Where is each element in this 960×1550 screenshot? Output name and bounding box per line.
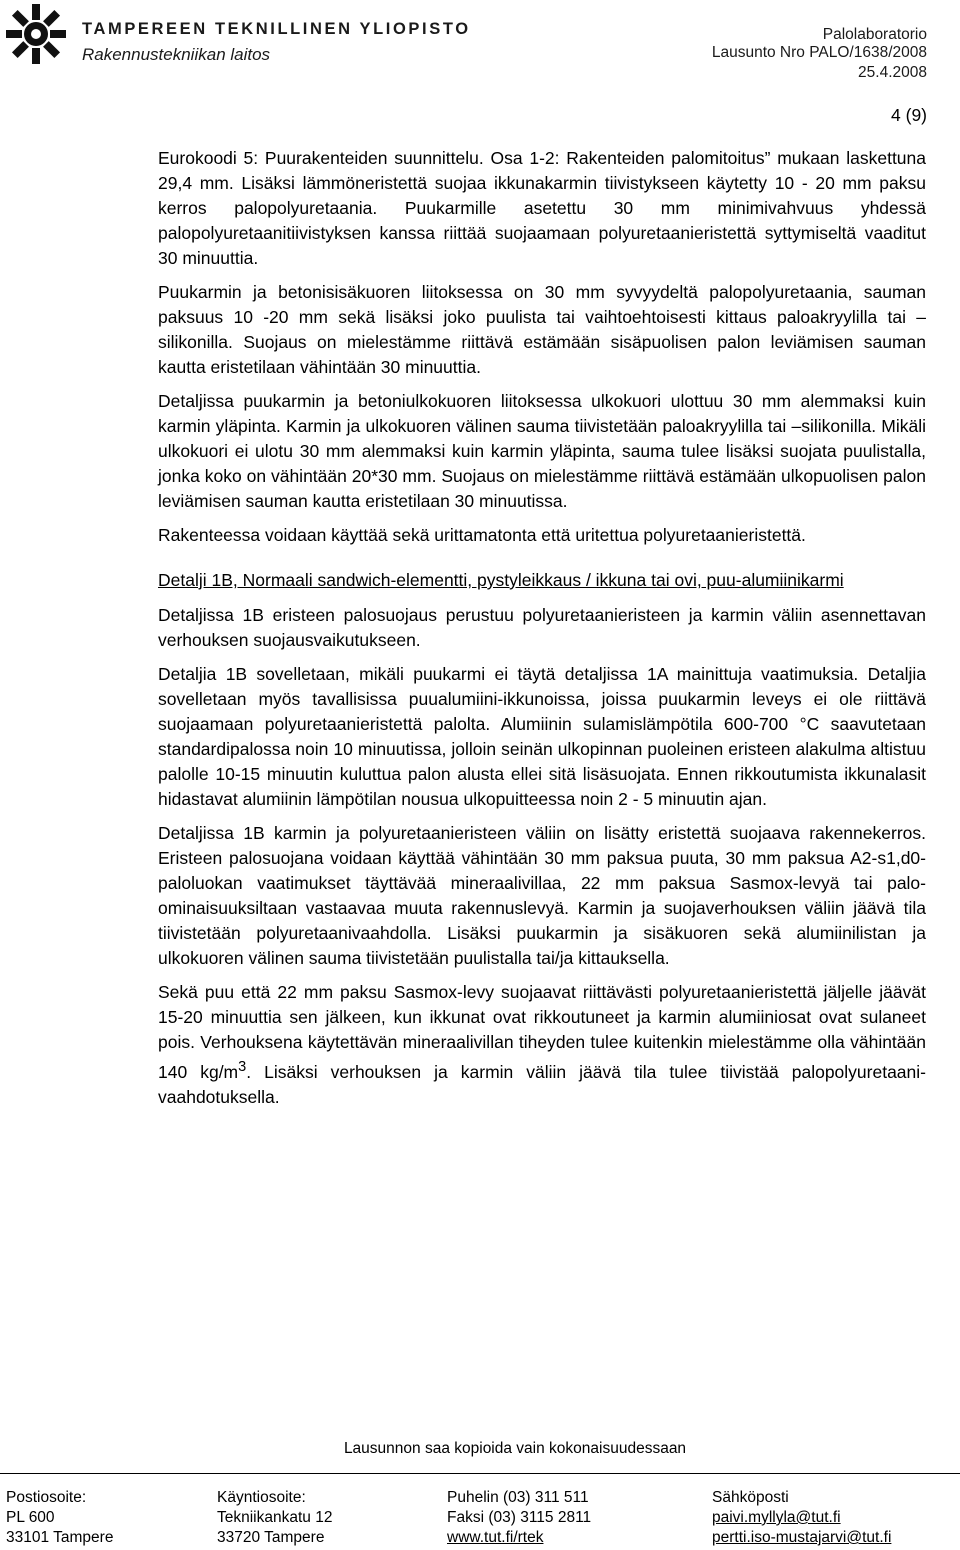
laboratory-name: Palolaboratorio bbox=[822, 26, 927, 43]
email-link[interactable]: pertti.iso-mustajarvi@tut.fi bbox=[712, 1529, 892, 1546]
paragraph: Detaljissa 1B eristeen palosuojaus perustuu polyuretaanieristeen ja karmin väliin asennettavan verhouksen suojausvaikutukseen. bbox=[158, 605, 926, 650]
paragraph: Rakenteessa voidaan käyttää sekä urittamatonta että uritettua polyuretaanieristettä. bbox=[158, 525, 806, 545]
footer-value: Puhelin (03) 311 511 bbox=[447, 1489, 589, 1506]
paragraph-text: . Lisäksi verhouksen ja karmin väliin jäävä tila tulee tiivistää palopolyuretaani-vaahdotuksella. bbox=[158, 1061, 926, 1107]
email-link[interactable]: paivi.myllyla@tut.fi bbox=[712, 1509, 841, 1526]
footer-label: Sähköposti bbox=[712, 1489, 789, 1506]
website-link[interactable]: www.tut.fi/rtek bbox=[447, 1529, 544, 1546]
superscript: 3 bbox=[238, 1059, 247, 1075]
paragraph: Detaljia 1B sovelletaan, mikäli puukarmi ei täytä detaljissa 1A mainittuja vaatimuksia. Detaljia sovelletaan myös tavallisissa puualumiini-ikkunoissa, joissa puukarmin leveys ei ole riittävä suojaamaan polyuretaanieristettä palolta. Alumiinin sulamislämpötila 600-700 °C saavutetaan standardipalossa noin 10 minuutissa, jolloin seinän ulkopinnan puoleinen eristeen alakulma altistuu palolle 10-15 minuutin kuluttua palon alusta ellei sitä lisäsuojata. Ennen rikkoutumista ikkunalasit hidastavat alumiinin lämpötilan nousua ulkopuitteessa noin 2 - 5 minuutin ajan. bbox=[158, 664, 926, 809]
footer-label: Postiosoite: bbox=[6, 1489, 87, 1506]
footer-value: PL 600 bbox=[6, 1509, 55, 1526]
paragraph: Puukarmin ja betonisisäkuoren liitoksessa on 30 mm syvyydeltä palopolyuretaania, sauman paksuus 10 -20 mm sekä lisäksi joko puulista tai vaihtoehtoisesti kittaus paloakryylilla tai –silikonilla. Suojaus on mielestämme riittävä estämään sisäpuolisen palon leviämisen sauman kautta eristetilaan vähintään 30 minuuttia. bbox=[158, 282, 926, 377]
document-body bbox=[158, 146, 926, 1119]
statement-date: 25.4.2008 bbox=[858, 64, 927, 81]
footer-postal-address bbox=[6, 1488, 113, 1548]
page-number: 4 (9) bbox=[891, 105, 927, 125]
department-name: Rakennustekniikan laitos bbox=[82, 45, 271, 64]
footer-value: 33720 Tampere bbox=[217, 1529, 325, 1546]
footer-value: 33101 Tampere bbox=[6, 1529, 114, 1546]
footer-value: Faksi (03) 3115 2811 bbox=[447, 1509, 592, 1526]
university-logo bbox=[4, 2, 68, 66]
paragraph: Detaljissa 1B karmin ja polyuretaanieristeen väliin on lisätty eristettä suojaava rakennekerros. Eristeen palosuojana voidaan käyttää vähintään 30 mm paksua puuta, 30 mm paksua A2-s1,d0-paloluokan vaatimukset täyttävää mineraalivillaa, 22 mm paksua Sasmox-levyä tai palo-ominaisuuksiltaan vastaavaa muuta rakennuslevyä. Karmin ja suojaverhouksen väliin jäävä tila tiivistetään polyuretaanivaahdolla. Lisäksi puukarmin ja sisäkuoren sekä alumiinilistan ja ulkokuoren välinen sauma tiivistetään puulistalla tai/ja kittauksella. bbox=[158, 823, 926, 968]
paragraph-text: Sekä puu että 22 mm paksu Sasmox-levy suojaavat riittävästi polyuretaanieristettä jäljelle jäävät 15-20 minuuttia sen jälkeen, kun ikkunat ovat rikkoutuneet ja karmin alumiiniosat ovat sulaneet pois. Verhouksena käytettävän mineraalivillan tiheyden tulee kuitenkin mielestämme olla vähintään 140 kg/m bbox=[158, 982, 926, 1082]
footer-email bbox=[712, 1488, 891, 1548]
university-name: TAMPEREEN TEKNILLINEN YLIOPISTO bbox=[82, 20, 471, 38]
footer-phone bbox=[447, 1488, 591, 1548]
paragraph: Eurokoodi 5: Puurakenteiden suunnittelu. Osa 1-2: Rakenteiden palomitoitus” mukaan laskettuna 29,4 mm. Lisäksi lämmöneristettä suojaa ikkunakarmin tiivistykseen käytetty 10 - 20 mm paksu kerros palopolyuretaania. Puukarmille asetettu 30 mm minimivahvuus yhdessä palopolyuretaanitiivistyksen kanssa riittää suojaamaan polyuretaanieristettä syttymiseltä vaaditut 30 minuuttia. bbox=[158, 148, 926, 268]
footer-value: Tekniikankatu 12 bbox=[217, 1509, 333, 1526]
copy-notice: Lausunnon saa kopioida vain kokonaisuudessaan bbox=[343, 1440, 687, 1457]
paragraph: Detaljissa puukarmin ja betoniulkokuoren liitoksessa ulkokuori ulottuu 30 mm alemmaksi kuin karmin yläpinta. Karmin ja ulkokuoren välinen sauma tiivistetään paloakryylilla tai –silikonilla. Mikäli ulkokuori ei ulotu 30 mm alemmaksi kuin karmin yläpinta, sauma tulee lisäksi suojata puulistalla, jonka koko on vähintään 20*30 mm. Suojaus on mielestämme riittävä estämään ulkopuolisen palon leviämisen sauman kautta eristetilaan 30 minuutissa. bbox=[158, 391, 926, 511]
footer-visit-address bbox=[217, 1488, 332, 1548]
paragraph bbox=[158, 980, 926, 1110]
footer-divider bbox=[0, 1473, 960, 1474]
footer-label: Käyntiosoite: bbox=[217, 1489, 306, 1506]
statement-reference: Lausunto Nro PALO/1638/2008 bbox=[711, 44, 927, 61]
section-heading: Detalji 1B, Normaali sandwich-elementti, pystyleikkaus / ikkuna tai ovi, puu-alumiinikarmi bbox=[158, 570, 844, 590]
